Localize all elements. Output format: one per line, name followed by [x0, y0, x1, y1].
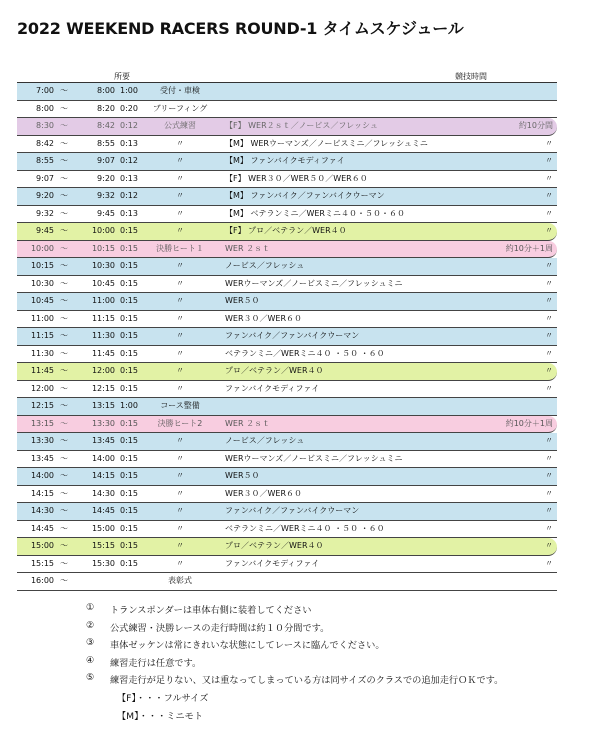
schedule-row — [17, 311, 557, 329]
row-class: WER５０ — [225, 296, 260, 305]
row-session: 〃 — [176, 138, 184, 148]
row-class: プロ／ベテラン／WER４０ — [225, 366, 324, 375]
note-number: ④ — [86, 654, 95, 666]
row-end-time: 8:55 — [97, 138, 115, 148]
row-tilde: ～ — [60, 383, 68, 393]
schedule-row — [17, 381, 557, 399]
row-tilde: ～ — [60, 173, 68, 183]
row-run-time: 〃 — [545, 173, 553, 183]
header-duration: 所要 — [114, 72, 130, 81]
row-session: 〃 — [176, 261, 184, 270]
row-class: WER ２ｓｔ — [225, 243, 271, 253]
row-tilde: ～ — [60, 296, 68, 305]
row-class: ノービス／フレッシュ — [225, 261, 305, 270]
row-start-time: 9:32 — [36, 208, 54, 218]
row-duration: 0:15 — [120, 488, 138, 498]
row-start-time: 16:00 — [30, 576, 54, 585]
row-tilde: ～ — [60, 366, 68, 375]
row-duration: 0:15 — [120, 313, 138, 323]
note-text: 車体ゼッケンは常にきれいな状態にしてレースに臨んでください。 — [110, 640, 385, 651]
schedule-row — [17, 468, 557, 486]
row-class: WER３０／WER６０ — [225, 488, 303, 498]
row-duration: 0:15 — [120, 541, 138, 550]
note-text: 練習走行は任意です。 — [110, 657, 202, 669]
row-duration: 0:15 — [120, 418, 138, 428]
row-run-time: 〃 — [545, 208, 553, 218]
row-class: プロ／ベテラン／WER４０ — [225, 541, 324, 550]
row-tilde: ～ — [60, 156, 68, 165]
row-tilde: ～ — [60, 226, 68, 235]
row-end-time: 13:30 — [91, 418, 115, 428]
row-start-time: 7:00 — [36, 86, 54, 95]
row-start-time: 9:45 — [36, 226, 54, 235]
row-end-time: 9:45 — [97, 208, 115, 218]
row-start-time: 8:42 — [36, 138, 54, 148]
note-number: ① — [86, 602, 95, 613]
row-start-time: 13:15 — [30, 418, 54, 428]
row-session: 〃 — [176, 366, 184, 375]
row-end-time: 10:00 — [91, 226, 115, 235]
row-session: 〃 — [176, 208, 184, 218]
row-tilde: ～ — [60, 471, 68, 480]
row-start-time: 12:15 — [30, 401, 54, 410]
row-start-time: 11:15 — [30, 331, 54, 340]
schedule-row — [17, 398, 557, 416]
row-run-time: 〃 — [545, 523, 553, 533]
row-session: コース整備 — [160, 401, 200, 410]
row-session: 〃 — [176, 313, 184, 323]
row-tilde: ～ — [60, 576, 68, 585]
row-run-time: 〃 — [545, 383, 553, 393]
schedule-row — [17, 241, 557, 259]
row-end-time: 11:30 — [91, 331, 115, 340]
row-session: 〃 — [176, 471, 184, 480]
row-class: ベテランミニ／WERミニ４０ ・５０ ・６０ — [225, 523, 385, 533]
row-class: ファンバイクモディファイ — [225, 558, 320, 568]
row-class: WERウーマンズ／ノービスミニ／フレッシュミニ — [225, 278, 403, 288]
schedule-row — [17, 118, 557, 136]
row-duration: 0:20 — [120, 103, 138, 113]
row-class: ベテランミニ／WERミニ４０ ・５０ ・６０ — [225, 348, 385, 358]
row-start-time: 8:55 — [36, 156, 54, 165]
row-end-time: 9:07 — [97, 156, 115, 165]
row-duration: 0:15 — [120, 558, 138, 568]
row-start-time: 8:30 — [36, 121, 54, 130]
row-run-time: 〃 — [545, 436, 553, 445]
row-duration: 0:12 — [120, 156, 138, 165]
row-session: 〃 — [176, 436, 184, 445]
row-run-time: 〃 — [545, 138, 553, 148]
row-tilde: ～ — [60, 418, 68, 428]
row-session: 表彰式 — [168, 576, 192, 585]
row-session: ブリーフィング — [152, 103, 208, 113]
row-start-time: 13:30 — [30, 436, 54, 445]
row-start-time: 14:30 — [30, 506, 54, 515]
schedule-row — [17, 573, 557, 591]
row-duration: 0:15 — [120, 471, 138, 480]
row-tilde: ～ — [60, 541, 68, 550]
note-text: 練習走行が足りない、又は重なってしまっている方は同サイズのクラスでの追加走行ＯＫです。 — [110, 675, 504, 686]
row-session: 〃 — [176, 296, 184, 305]
schedule-table — [17, 82, 557, 591]
schedule-row — [17, 486, 557, 504]
row-start-time: 11:00 — [30, 313, 54, 323]
schedule-row — [17, 171, 557, 189]
schedule-row — [17, 521, 557, 539]
row-run-time: 〃 — [545, 191, 553, 200]
row-end-time: 8:20 — [97, 103, 115, 113]
row-duration: 0:15 — [120, 296, 138, 305]
row-class: WER３０／WER６０ — [225, 313, 303, 323]
row-end-time: 15:00 — [91, 523, 115, 533]
row-tilde: ～ — [60, 103, 68, 113]
row-end-time: 13:45 — [91, 436, 115, 445]
row-run-time: 〃 — [545, 331, 553, 340]
row-run-time: 〃 — [545, 296, 553, 305]
row-class: 【F】 WER３０／WER５０／WER６０ — [225, 173, 368, 183]
row-end-time: 9:20 — [97, 173, 115, 183]
row-run-time: 〃 — [545, 506, 553, 515]
row-duration: 0:12 — [120, 121, 138, 130]
row-duration: 0:15 — [120, 261, 138, 270]
row-run-time: 〃 — [545, 348, 553, 358]
row-start-time: 10:15 — [30, 261, 54, 270]
schedule-row — [17, 503, 557, 521]
row-session: 〃 — [176, 383, 184, 393]
row-start-time: 9:20 — [36, 191, 54, 200]
row-duration: 0:15 — [120, 523, 138, 533]
row-start-time: 13:45 — [30, 453, 54, 463]
row-start-time: 11:45 — [30, 366, 54, 375]
row-tilde: ～ — [60, 401, 68, 410]
row-end-time: 14:00 — [91, 453, 115, 463]
row-start-time: 10:30 — [30, 278, 54, 288]
row-end-time: 13:15 — [91, 401, 115, 410]
row-tilde: ～ — [60, 191, 68, 200]
row-run-time: 〃 — [545, 366, 553, 375]
row-duration: 1:00 — [120, 401, 138, 410]
row-start-time: 9:07 — [36, 173, 54, 183]
note-number: ② — [86, 619, 95, 631]
schedule-row — [17, 556, 557, 574]
row-start-time: 12:00 — [30, 383, 54, 393]
row-start-time: 15:15 — [30, 558, 54, 568]
row-end-time: 12:00 — [91, 366, 115, 375]
row-duration: 0:13 — [120, 208, 138, 218]
row-class: ノービス／フレッシュ — [225, 436, 305, 445]
row-start-time: 8:00 — [36, 103, 54, 113]
row-start-time: 15:00 — [30, 541, 54, 550]
header-run-time: 競技時間 — [455, 72, 487, 81]
row-session: 〃 — [176, 453, 184, 463]
schedule-row — [17, 363, 557, 381]
schedule-row — [17, 188, 557, 206]
note-text: 公式練習・決勝レースの走行時間は約１０分間です。 — [110, 622, 330, 634]
row-tilde: ～ — [60, 121, 68, 130]
row-end-time: 15:15 — [91, 541, 115, 550]
schedule-row — [17, 328, 557, 346]
row-class: ファンバイクモディファイ — [225, 383, 320, 393]
row-tilde: ～ — [60, 348, 68, 358]
row-tilde: ～ — [60, 261, 68, 270]
row-end-time: 14:30 — [91, 488, 115, 498]
row-session: 〃 — [176, 488, 184, 498]
row-session: 〃 — [176, 278, 184, 288]
row-duration: 0:15 — [120, 383, 138, 393]
row-end-time: 14:45 — [91, 506, 115, 515]
schedule-row — [17, 136, 557, 154]
row-start-time: 14:45 — [30, 523, 54, 533]
row-duration: 1:00 — [120, 86, 138, 95]
row-duration: 0:15 — [120, 453, 138, 463]
row-run-time: 〃 — [545, 541, 553, 550]
row-run-time: 約10分＋1周 — [505, 418, 553, 428]
schedule-row — [17, 153, 557, 171]
schedule-row — [17, 258, 557, 276]
schedule-row — [17, 206, 557, 224]
schedule-row — [17, 416, 557, 434]
row-session: 〃 — [176, 506, 184, 515]
row-tilde: ～ — [60, 488, 68, 498]
row-duration: 0:15 — [120, 436, 138, 445]
row-class: ファンバイク／ファンバイクウーマン — [225, 331, 360, 340]
row-class: 【F】 WER２ｓｔ／ノービス／フレッシュ — [225, 121, 378, 130]
row-run-time: 〃 — [545, 453, 553, 463]
row-tilde: ～ — [60, 138, 68, 148]
row-duration: 0:15 — [120, 366, 138, 375]
row-class: WER５０ — [225, 471, 260, 480]
row-class: 【M】 ファンバイクモディファイ — [225, 156, 345, 165]
row-tilde: ～ — [60, 278, 68, 288]
schedule-row — [17, 101, 557, 119]
row-session: 〃 — [176, 541, 184, 550]
row-session: 受付・車検 — [160, 86, 200, 95]
row-start-time: 14:15 — [30, 488, 54, 498]
row-duration: 0:15 — [120, 226, 138, 235]
row-end-time: 11:15 — [91, 313, 115, 323]
row-end-time: 10:45 — [91, 278, 115, 288]
row-run-time: 〃 — [545, 156, 553, 165]
row-session: 〃 — [176, 523, 184, 533]
row-end-time: 12:15 — [91, 383, 115, 393]
note-number: ③ — [86, 637, 95, 648]
row-start-time: 10:45 — [30, 296, 54, 305]
row-session: 〃 — [176, 156, 184, 165]
page-title: 2022 WEEKEND RACERS ROUND-1 タイムスケジュール — [17, 19, 464, 38]
row-end-time: 10:30 — [91, 261, 115, 270]
row-tilde: ～ — [60, 331, 68, 340]
row-duration: 0:15 — [120, 243, 138, 253]
row-run-time: 約10分＋1周 — [505, 243, 553, 253]
row-session: 〃 — [176, 348, 184, 358]
row-session: 〃 — [176, 331, 184, 340]
row-class: WER ２ｓｔ — [225, 418, 271, 428]
row-tilde: ～ — [60, 208, 68, 218]
row-class: 【M】 ベテランミニ／WERミニ４０・５０・６０ — [225, 208, 405, 218]
row-duration: 0:13 — [120, 138, 138, 148]
note-number: ⑤ — [86, 672, 95, 683]
schedule-row — [17, 223, 557, 241]
row-run-time: 〃 — [545, 558, 553, 568]
row-run-time: 〃 — [545, 471, 553, 480]
row-end-time: 8:00 — [97, 86, 115, 95]
row-tilde: ～ — [60, 436, 68, 445]
row-run-time: 〃 — [545, 261, 553, 270]
row-start-time: 14:00 — [30, 471, 54, 480]
row-session: 〃 — [176, 173, 184, 183]
row-session: 〃 — [176, 226, 184, 235]
row-duration: 0:15 — [120, 331, 138, 340]
row-start-time: 11:30 — [30, 348, 54, 358]
row-run-time: 約10分間 — [518, 121, 553, 130]
row-duration: 0:15 — [120, 278, 138, 288]
row-tilde: ～ — [60, 523, 68, 533]
row-end-time: 15:30 — [91, 558, 115, 568]
schedule-row — [17, 451, 557, 469]
schedule-row — [17, 83, 557, 101]
row-run-time: 〃 — [545, 278, 553, 288]
row-duration: 0:15 — [120, 506, 138, 515]
row-end-time: 9:32 — [97, 191, 115, 200]
row-run-time: 〃 — [545, 226, 553, 235]
row-session: 〃 — [176, 191, 184, 200]
row-duration: 0:12 — [120, 191, 138, 200]
row-tilde: ～ — [60, 313, 68, 323]
row-start-time: 10:00 — [30, 243, 54, 253]
schedule-row — [17, 433, 557, 451]
schedule-row — [17, 538, 557, 556]
row-session: 決勝ヒート１ — [156, 243, 204, 253]
row-end-time: 11:00 — [91, 296, 115, 305]
row-duration: 0:15 — [120, 348, 138, 358]
row-run-time: 〃 — [545, 488, 553, 498]
row-class: ファンバイク／ファンバイクウーマン — [225, 506, 360, 515]
row-end-time: 11:45 — [91, 348, 115, 358]
row-tilde: ～ — [60, 558, 68, 568]
row-class: WERウーマンズ／ノービスミニ／フレッシュミニ — [225, 453, 403, 463]
schedule-row — [17, 346, 557, 364]
note-text: トランスポンダーは車体右側に装着してください — [110, 605, 312, 616]
row-class: 【M】 ファンバイク／ファンバイクウーマン — [225, 191, 385, 200]
legend-item: 【M】・・・ミニモト — [117, 711, 204, 722]
row-run-time: 〃 — [545, 313, 553, 323]
row-tilde: ～ — [60, 86, 68, 95]
row-end-time: 10:15 — [91, 243, 115, 253]
row-end-time: 14:15 — [91, 471, 115, 480]
row-tilde: ～ — [60, 453, 68, 463]
schedule-row — [17, 276, 557, 294]
row-session: 公式練習 — [164, 121, 196, 130]
row-end-time: 8:42 — [97, 121, 115, 130]
legend-item: 【F】・・・フルサイズ — [117, 693, 209, 704]
row-duration: 0:13 — [120, 173, 138, 183]
row-session: 決勝ヒート2 — [157, 418, 203, 428]
row-session: 〃 — [176, 558, 184, 568]
row-class: 【F】 プロ／ベテラン／WER４０ — [225, 226, 347, 235]
row-tilde: ～ — [60, 243, 68, 253]
schedule-row — [17, 293, 557, 311]
row-class: 【M】 WERウーマンズ／ノービスミニ／フレッシュミニ — [225, 138, 428, 148]
row-tilde: ～ — [60, 506, 68, 515]
